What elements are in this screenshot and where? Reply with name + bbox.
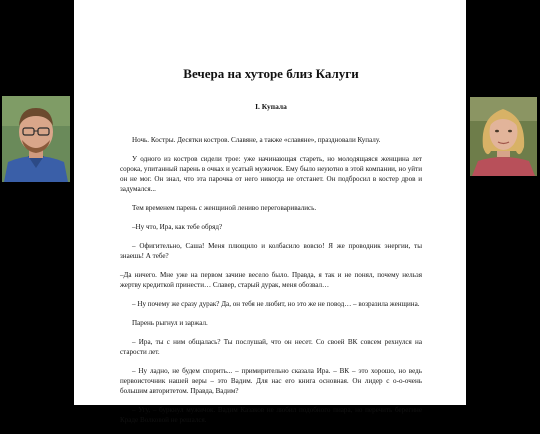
woman-portrait-icon [470, 97, 537, 176]
man-portrait-icon [2, 96, 70, 182]
paragraph: У одного из костров сидели трое: уже начинающая стареть, но молодящаяся женщина лет сорока, упитанный парень в очках и усатый мужичок. Ему было неуютно в этой компании, но уйти он не мог. Он знал, что эта парочка от него никогда не отстанет. Он подбросил в костер дров и задумался... [120, 155, 422, 193]
document-title: Вечера на хуторе близ Калуги [183, 66, 359, 81]
paragraph: Тем временем парень с женщиной лениво переговаривались. [132, 204, 317, 212]
paragraph: –Да ничего. Мне уже на первом зачине весело было. Правда, я так и не понял, почему нельзя жертву кредиткой принести… Славер, старый дурак, меня обозвал… [120, 271, 422, 289]
paragraph: – Ну почему же сразу дурак? Да, он тебя не любит, но это же не повод… – возразила женщина. [132, 300, 420, 308]
paragraph: – Ну ладно, не будем спорить... – примирительно сказала Ира. – ВК – это хорошо, но ведь первоисточник нашей веры – это Вадим. Для нас его книга основная. Он лидер с о-о-очень большим авторитетом. Правда, Вадим? [120, 367, 422, 395]
paragraph: – Офигительно, Саша! Меня плющило и колбасило вовсю! Я же проводник энергии, ты знаешь! А тебе? [120, 242, 422, 260]
chapter-heading: I. Купала [255, 102, 287, 111]
paragraph: Ночь. Костры. Десятки костров. Славяне, а также «славяне», праздновали Купалу. [132, 136, 381, 144]
author-photo-right [470, 97, 537, 176]
paragraph: Парень рыгнул и заржал. [132, 319, 208, 327]
paragraph: – Ира, ты с ним общалась? Ты послушай, что он несет. Со своей ВК совсем рехнулся на старости лет. [120, 338, 422, 356]
document-page [74, 0, 466, 424]
author-photo-left [2, 96, 70, 182]
document-body [120, 135, 422, 434]
paragraph: –Ну что, Ира, как тебе обряд? [132, 223, 223, 231]
paragraph: – Угу, – буркнул мужичок. Вадим Казаков не любил подобного пиара, но перечить берегине Краде Волковой не решался. [120, 406, 422, 424]
